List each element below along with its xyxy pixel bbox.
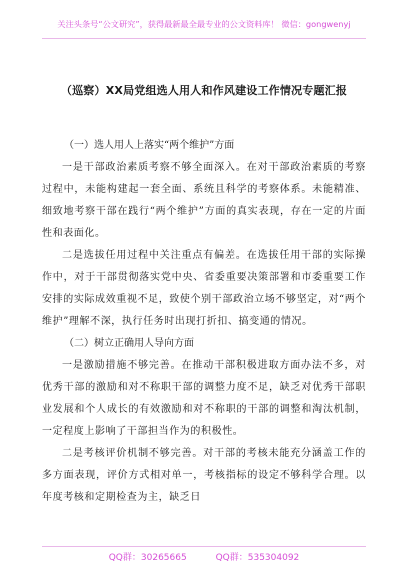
page-header: 关注头条号“公文研究”，获得最新最全最专业的公文资料库！ 微信：gongwenyj: [57, 19, 351, 29]
paragraph: 一是干部政治素质考察不够全面深入。在对干部政治素质的考察过程中，未能构建起一套全面、系统且科学的考察体系。未能精准、细致地考察干部在践行“两个维护”方面的真实表现，存在一定的片面性和表面化。: [42, 162, 366, 239]
document-title: （巡察）XX局党组选人用人和作风建设工作情况专题汇报: [60, 84, 348, 97]
paragraph: 二是考核评价机制不够完善。对干部的考核未能充分涵盖工作的多方面表现，评价方式相对单一，考核指标的设定不够科学合理。以年度考核和定期检查为主，缺乏日: [42, 448, 366, 503]
document-body: [42, 135, 366, 509]
section-heading: （一）选人用人上落实“两个维护”方面: [64, 140, 235, 151]
header-divider: [42, 38, 366, 39]
section-2: [42, 333, 366, 509]
footer-contacts: [0, 552, 408, 564]
page-footer: [0, 546, 408, 564]
footer-divider: [42, 546, 366, 547]
paragraph: 二是选拔任用过程中关注重点有偏差。在选拔任用干部的实际操作中，对于干部贯彻落实党中央、省委重要决策部署和市委重要工作安排的实际成效重视不足，致使个别干部政治立场不够坚定，对“两个维护”理解不深，执行任务时出现打折扣、搞变通的情况。: [42, 250, 366, 327]
section-1: [42, 135, 366, 333]
qq-group-left: QQ群：30265665: [108, 553, 187, 563]
paragraph: 一是激励措施不够完善。在推动干部积极进取方面办法不多，对优秀干部的激励和对不称职干部的调整力度不足，缺乏对优秀干部职业发展和个人成长的有效激励和对不称职的干部的调整和淘汰机制，一定程度上影响了干部担当作为的积极性。: [42, 360, 366, 437]
section-heading: （二）树立正确用人导向方面: [64, 338, 194, 349]
qq-group-right: QQ群：535304092: [215, 553, 300, 563]
